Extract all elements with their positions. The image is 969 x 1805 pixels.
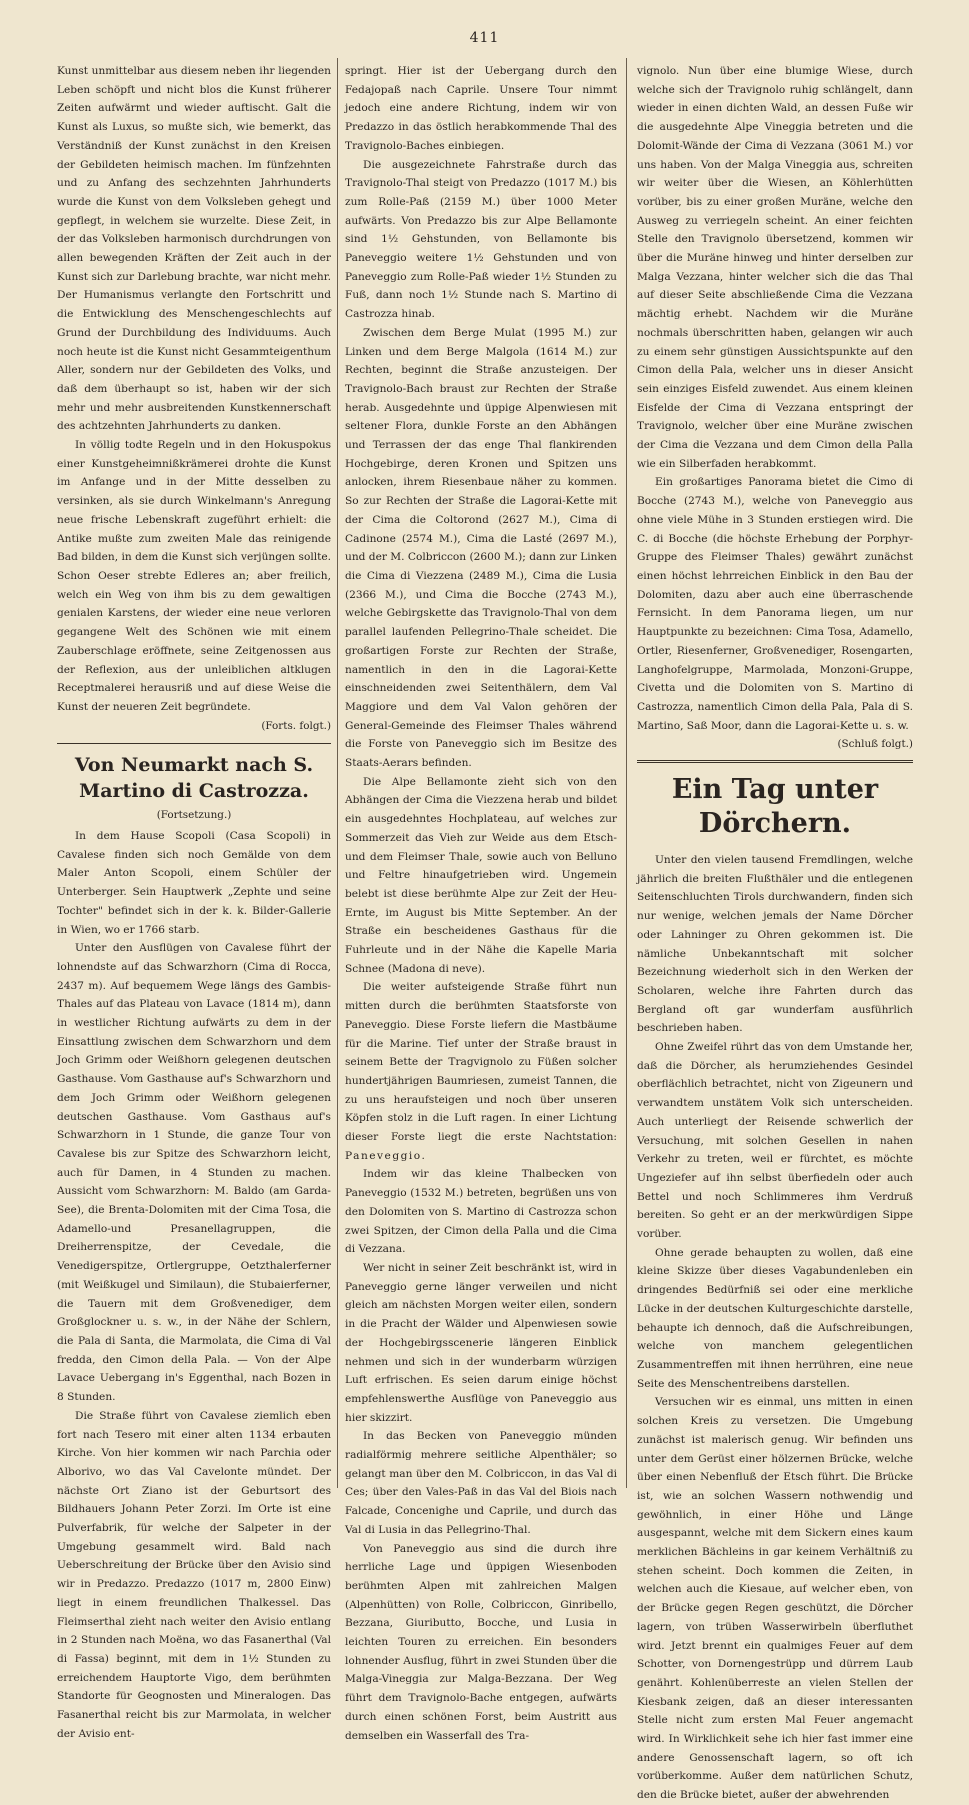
paragraph: Indem wir das kleine Thalbecken von Paneveggio (1532 M.) betreten, begrüßen uns von den Dolomiten von S. Martino di Castrozza schon zwei Spitzen, der Cimon della Palla und die Cima di Vezzana.	[345, 1168, 617, 1256]
paragraph: In völlig todte Regeln und in den Hokuspokus einer Kunstgeheimnißkrämerei drohte die Kunst im Anfange und in der Mitte desselben zu versinken, als sie durch Winkelmann's Anregung neue frische Lebenskraft zugeführt erhielt: die Antike mußte zum zweiten Male das reinigende Bad bilden, in dem die Kunst sich verjüngen sollte. Schon Oeser strebte Edleres an; aber freilich, welch ein Weg von ihm bis zu dem gewaltigen genialen Karstens, der wieder eine neue verloren gegangene Welt des Schönen wie mit einem Zauberschlage eröffnete, seine Zeitgenossen aus der Reflexion, aus der unleiblichen altklugen Receptmalerei herausriß und auf diese Weise die Kunst der neueren Zeit begründete.	[57, 439, 331, 713]
article-separator	[637, 760, 913, 763]
column-2	[345, 62, 617, 1742]
paragraph: Versuchen wir es einmal, uns mitten in einen solchen Kreis zu versetzen. Die Umgebung zunächst ist malerisch genug. Wir befinden uns unter dem Gerüst einer hölzernen Brücke, welche über einen Nebenfluß der Etsch führt. Die Brücke ist, wie an solchen Wassern nothwendig und gewöhnlich, in einer Höhe und Länge ausgespannt, welche mit dem Sickern eines kaum merklichen Bächleins in gar keinem Verhältniß zu stehen scheint. Doch kommen die Zeiten, in welchen auch die Kiesaue, auf welcher eben, von der Brücke gegen Regen geschützt, die Dörcher lagern, von trüben Wasserwirbeln überfluthet wird. Jetzt brennt ein qualmiges Feuer auf dem Schotter, von Dornengestrüpp und dürrem Laub genährt. Kohlenüberreste an vielen Stellen der Kiesbank zeigen, daß an dieser interessanten Stelle nicht zum ersten Mal Feuer angemacht wird. In Wirklichkeit sehe ich hier fast immer eine andere Genossenschaft lagern, so oft ich vorüberkomme. Außer dem natürlichen Schutz, den die Brücke bietet, außer der abwehrenden	[637, 1396, 913, 1802]
column-3	[637, 62, 913, 1802]
paragraph: Die Straße führt von Cavalese ziemlich eben fort nach Tesero mit einer alten 1134 erbauten Kirche. Von hier kommen wir nach Parchia oder Alborivo, wo das Val Cavelonte mündet. Der nächste Ort Ziano ist der Geburtsort des Bildhauers Johann Peter Zorzi. Im Orte ist eine Pulverfabrik, für welche der Salpeter in der Umgebung gesammelt wird. Bald nach Ueberschreitung der Brücke über den Avisio sind wir in Predazzo. Predazzo (1017 m, 2800 Einw) liegt in einem freundlichen Thalkessel. Das Fleimserthal zieht nach weiter den Avisio entlang in 2 Stunden nach Moëna, wo das Fasanerthal (Val di Fassa) beginnt, mit dem in 1½ Stunden zu erreichendem Hauptorte Vigo, dem berühmten Standorte für Geognosten und Mineralogen. Das Fasanerthal reicht bis zur Marmolata, in welcher der Avisio ent-	[57, 1409, 331, 1740]
paragraph: Zwischen dem Berge Mulat (1995 M.) zur Linken und dem Berge Malgola (1614 M.) zur Rechten, beginnt die Straße anzusteigen. Der Travignolo-Bach braust zur Rechten der Straße herab. Ausgedehnte und üppige Alpenwiesen mit seltener Flora, dunkle Forste an den Abhängen und Terrassen der das enge Thal flankirenden Hochgebirge, deren Kronen und Spitzen uns anlocken, ihrem Riesenbaue näher zu kommen. So zur Rechten der Straße die Lagorai-Kette mit der Cima die Coltorond (2627 M.), Cima di Cadinone (2574 M.), Cima die Lasté (2697 M.), und der M. Colbriccon (2600 M.); dann zur Linken die Cima di Viezzena (2489 M.), Cima die Lusia (2366 M.), und Cima die Bocche (2743 M.), welche Gebirgskette das Travignolo-Thal von dem parallel laufenden Pellegrino-Thale scheidet. Die großartigen Forste zur Rechten der Straße, namentlich in den in die Lagorai-Kette einschneidenden zwei Seitenthälern, dem Val Maggiore und dem Val Valon gehören der General-Gemeinde des Fleimser Thales während die Forste von Paneveggio sich im Besitze des Staats-Aerars befinden.	[345, 326, 617, 770]
paragraph: Unter den Ausflügen von Cavalese führt der lohnendste auf das Schwarzhorn (Cima di Rocca, 2437 m). Auf bequemem Wege längs des Gambis-Thales auf das Plateau von Lavace (1814 m), dann in westlicher Richtung aufwärts zu dem in der Einsattlung zwischen dem Schwarzhorn und dem Joch Grimm oder Weißhorn gelegenen deutschen Gasthause. Vom Gasthause auf's Schwarzhorn und dem Joch Grimm oder Weißhorn gelegenen deutschen Gasthause. Vom Gasthaus auf's Schwarzhorn in 1 Stunde, die ganze Tour von Cavalese bis zur Spitze des Schwarzhorn leicht, auch für Damen, in 4 Stunden zu machen. Aussicht vom Schwarzhorn: M. Baldo (am Garda-See), die Brenta-Dolomiten mit der Cima Tosa, die Adamello-und Presanellagruppen, die Dreiherrenspitze, der Cevedale, die Venedigerspitze, Ortlergruppe, Oetzthalerferner (mit Weißkugel und Similaun), die Stubaierferner, die Tauern mit dem Großvenediger, dem Großglockner u. s. w., in der Nähe der Schlern, die Pala di Santa, die Marmolata, die Cima di Val fredda, den Cimon della Pala. — Von der Alpe Lavace Uebergang in's Eggenthal, nach Bozen in 8 Stunden.	[57, 942, 331, 1404]
paragraph: vignolo. Nun über eine blumige Wiese, durch welche sich der Travignolo ruhig schlängelt, dann wieder in einen dichten Wald, an dessen Fuße wir die ausgedehnte Alpe Vineggia betreten und die Dolomit-Wände der Cima di Vezzana (3061 M.) vor uns haben. Von der Malga Vineggia aus, schreiten wir weiter über die Wiesen, an Köhlerhütten vorüber, bis zu einer großen Muräne, welche den Ausweg zu verriegeln scheint. An einer feichten Stelle den Travignolo übersetzend, kommen wir über die Muräne hinweg und hinter derselben zur Malga Vezzana, hinter welcher sich die das Thal auf dieser Seite abschließende Cima die Vezzana mächtig erhebt. Nachdem wir die Muräne nochmals überschritten haben, gelangen wir auch zu einem sehr günstigen Aussichtspunkte auf den Cimon della Pala, welcher uns in dieser Ansicht sein einziges Eisfeld zuwendet. Aus einem kleinen Eisfelde der Cima di Vezzana entspringt der Travignolo, welcher über eine Muräne zwischen der Cima die Vezzana und dem Cimon della Palla wie ein Silberfaden herabkommt.	[637, 65, 913, 470]
column-divider-2	[626, 58, 627, 1488]
paragraph: Die ausgezeichnete Fahrstraße durch das Travignolo-Thal steigt von Predazzo (1017 M.) bis zum Rolle-Paß (2159 M.) über 1000 Meter aufwärts. Von Predazzo bis zur Alpe Bellamonte sind 1½ Gehstunden, von Bellamonte bis Paneveggio weitere 1½ Gehstunden und von Paneveggio zum Rolle-Paß wieder 1½ Stunden zu Fuß, dann noch 1½ Stunde nach S. Martino di Castrozza hinab.	[345, 158, 617, 321]
column-1	[57, 62, 331, 1740]
article-title: Ein Tag unter Dörchern.	[671, 774, 879, 840]
paragraph: Die Alpe Bellamonte zieht sich von den Abhängen der Cima die Viezzena herab und bildet ein ausgedehntes Hochplateau, auf welches zur Sommerzeit das Vieh zur Weide aus dem Etsch- und dem Fleimser Thale, sowie auch von Belluno und Feltre hinaufgetrieben wird. Ungemein belebt ist diese berühmte Alpe zur Zeit der Heu-Ernte, im August bis Mitte September. An der Straße ein bescheidenes Gasthaus für die Fuhrleute und in der Nähe die Kapelle Maria Schnee (Madona di neve).	[345, 775, 617, 975]
paragraph: Ein großartiges Panorama bietet die Cimo di Bocche (2743 M.), welche von Paneveggio aus ohne viele Mühe in 3 Stunden erstiegen wird. Die C. di Bocche (die höchste Erhebung der Porphyr-Gruppe des Fleimser Thales) gewährt zunächst einen höchst lehrreichen Einblick in den Bau der Dolomiten, dazu aber auch eine überraschende Fernsicht. In dem Panorama liegen, um nur Hauptpunkte zu bezeichnen: Cima Tosa, Adamello, Ortler, Riesenferner, Großvenediger, Rosengarten, Langhofelgruppe, Marmolada, Monzoni-Gruppe, Civetta und die Dolomiten von S. Martino di Castrozza, namentlich Cimon della Pala, Pala di S. Martino, Saß Moor, dann die Lagorai-Kette u. s. w.	[637, 476, 913, 732]
paragraph: Ohne gerade behaupten zu wollen, daß eine kleine Skizze über dieses Vagabundenleben ein dringendes Bedürfniß sei oder eine merkliche Lücke in der deutschen Kulturgeschichte darstelle, behaupte ich dennoch, daß die Aufschreibungen, welche von manchem gelegentlichen Zusammentreffen mit ihnen herrühren, eine neue Seite des Menschentreibens darstellen.	[637, 1246, 913, 1390]
paragraph: In das Becken von Paneveggio münden radialförmig mehrere seitliche Alpenthäler; so gelangt man über den M. Colbriccon, in das Val di Ces; über den Vales-Paß in das Val del Biois nach Falcade, Concenighe und Caprile, und durch das Val di Lusia in das Pellegrino-Thal.	[345, 1430, 617, 1536]
paragraph: springt. Hier ist der Uebergang durch den Fedajopaß nach Caprile. Unsere Tour nimmt jedoch eine andere Richtung, indem wir von Predazzo in das östlich herabkommende Thal des Travignolo-Baches einbiegen.	[345, 65, 617, 152]
page-number: 411	[469, 30, 500, 46]
continuation-note: (Schluß folgt.)	[837, 738, 913, 751]
continuation-note: (Forts. folgt.)	[261, 719, 331, 732]
paragraph: Ohne Zweifel rührt das von dem Umstande her, daß die Dörcher, als herumziehendes Gesindel oberflächlich betrachtet, nicht von Zigeunern und verwandtem unstätem Volk sich unterscheiden. Auch unterliegt der Reisende schwerlich der Versuchung, mit solchen Gesellen in nahen Verkehr zu treten, weil er fürchtet, es möchte Ungeziefer auf ihn selbst überfiedeln oder auch Bettel und noch Schlimmeres ihm Verdruß bereiten. So geht er an der merkwürdigen Sippe vorüber.	[637, 1041, 913, 1241]
paragraph-text: Die weiter aufsteigende Straße führt nun mitten durch die berühmten Staatsforste von Paneveggio. Diese Forste liefern die Mastbäume für die Marine. Tief unter der Straße braust in seinem Bette der Tragvignolo zu Füßen solcher hundertjährigen Baumriesen, zumeist Tannen, die zu uns heraufsteigen und noch über unseren Köpfen stolz in die Luft ragen. In einer Lichtung dieser Forste liegt die erste Nachtstation:	[345, 981, 617, 1144]
paragraph	[345, 978, 617, 1165]
paragraph: Von Paneveggio aus sind die durch ihre herrliche Lage und üppigen Wiesenboden berühmten Alpen mit zahlreichen Malgen (Alpenhütten) von Rolle, Colbriccon, Ginribello, Bezzana, Giuributto, Bocche, und Lusia in leichten Touren zu erreichen. Ein besonders lohnender Ausflug, führt in zwei Stunden über die Malga-Vineggia zur Malga-Bezzana. Der Weg führt dem Travignolo-Bache entgegen, aufwärts durch einen schönen Forst, beim Austritt aus demselben ein Wasserfall des Tra-	[345, 1542, 617, 1742]
paragraph: In dem Hause Scopoli (Casa Scopoli) in Cavalese finden sich noch Gemälde von dem Maler Anton Scopoli, einem Schüler der Unterberger. Sein Hauptwerk „Zephte und seine Tochter" befindet sich in der k. k. Bilder-Gallerie in Wien, wo er 1766 starb.	[57, 830, 331, 936]
article-separator	[57, 743, 331, 744]
paragraph: Unter den vielen tausend Fremdlingen, welche jährlich die breiten Flußthäler und die entlegenen Seitenschluchten Tirols durchwandern, finden sich nur wenige, welchen jemals der Name Dörcher oder Lahninger zu Ohren gekommen ist. Die nämliche Unbekanntschaft mit solcher Bezeichnung wiederholt sich in den Werken der Scholaren, welche ihre Fahrten durch das Bergland oft gar wunderfam ausführlich beschrieben haben.	[637, 854, 913, 1035]
column-divider-1	[337, 58, 338, 1488]
paragraph: Wer nicht in seiner Zeit beschränkt ist, wird in Paneveggio gerne länger verweilen und nicht gleich am nächsten Morgen weiter eilen, sondern in die Pracht der Wälder und Alpenwiesen sowie der Hochgebirgsscenerie längeren Einblick nehmen und sich in der wunderbarm würzigen Luft erfrischen. Es seien darum einige höchst empfehlenswerthe Ausflüge von Paneveggio aus hier skizzirt.	[345, 1262, 617, 1424]
station-name: Paneveggio.	[345, 1149, 427, 1162]
article-title: Von Neumarkt nach S. Martino di Castrozza.	[74, 754, 314, 803]
paragraph: Kunst unmittelbar aus diesem neben ihr liegenden Leben schöpft und nicht blos die Kunst früherer Zeiten aufwärmt und wieder auftischt. Galt die Kunst als Luxus, so mußte sich, wie bemerkt, das Verständniß der Kunst zunächst in den Kreisen der Gebildeten heimisch machen. Im fünfzehnten und zu Anfang des sechzehnten Jahrhunderts wurde die Kunst von dem Volksleben gehegt und gepflegt, in welchem sie wurzelte. Diese Zeit, in der das Volksleben harmonisch durchdrungen von allen bewegenden Kräften der Zeit auch in der Kunst sich zur Darlebung brachte, war nicht mehr. Der Humanismus verlangte den Fortschritt und die Entwicklung des Menschengeschlechts auf Grund der Durchbildung des Individuums. Auch noch heute ist die Kunst nicht Gesammteigenthum Aller, sondern nur der Gebildeten des Volks, und daß dem überhaupt so ist, haben wir der sich mehr und mehr ausbreitenden Kunstkennerschaft des achtzehnten Jahrhunderts zu danken.	[57, 65, 331, 433]
article-subtitle: (Fortsetzung.)	[156, 809, 232, 822]
